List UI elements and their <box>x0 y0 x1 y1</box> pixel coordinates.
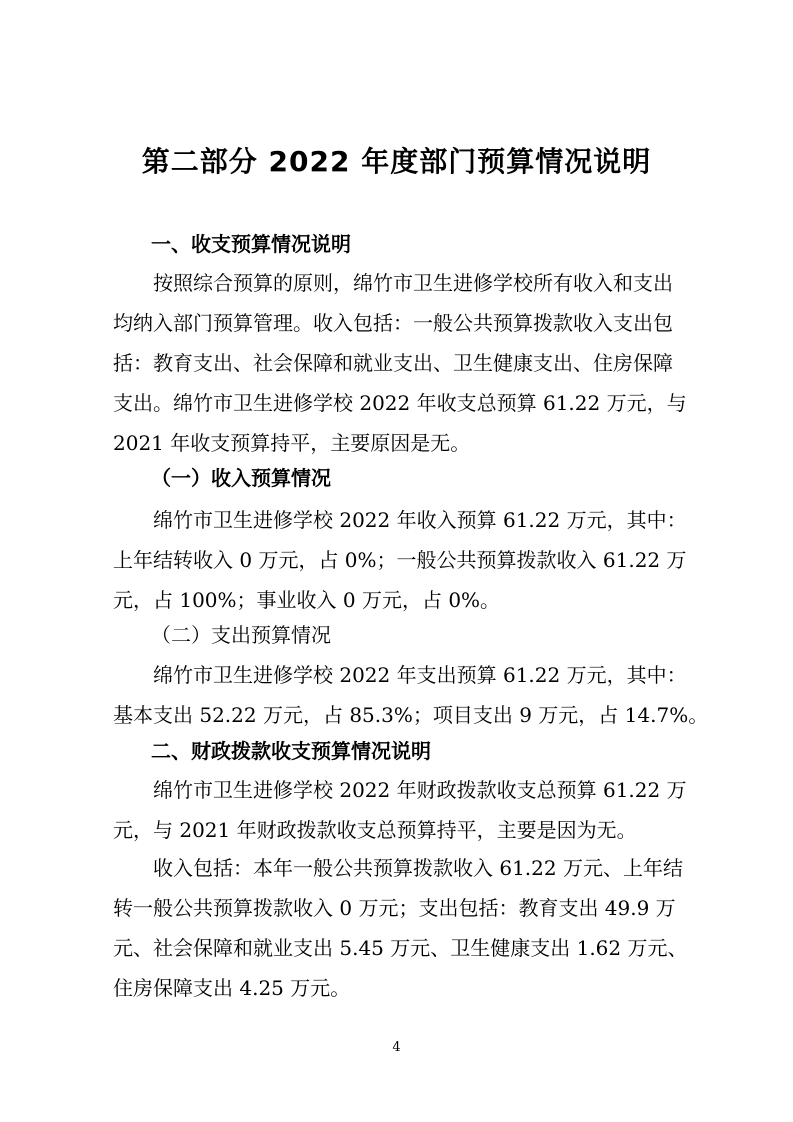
subsection2-heading: （二）支出预算情况 <box>151 623 331 647</box>
paragraph-line: 按照综合预算的原则，绵竹市卫生进修学校所有收入和支出 <box>153 271 673 295</box>
paragraph-line: 基本支出 52.22 万元，占 85.3%；项目支出 9 万元，占 14.7%。 <box>113 703 709 727</box>
document-title: 第二部分 2022 年度部门预算情况说明 <box>141 145 652 178</box>
subsection1-heading: （一）收入预算情况 <box>151 466 331 490</box>
page-number: 4 <box>392 1040 401 1055</box>
paragraph-line: 支出。绵竹市卫生进修学校 2022 年收支总预算 61.22 万元，与 <box>113 391 687 415</box>
section2-heading: 二、财政拨款收支预算情况说明 <box>151 739 431 763</box>
paragraph-line: 绵竹市卫生进修学校 2022 年财政拨款收支总预算 61.22 万 <box>153 778 687 802</box>
paragraph-line: 元，与 2021 年财政拨款收支总预算持平，主要是因为无。 <box>113 818 637 842</box>
section2-paragraph-2 <box>113 848 693 1008</box>
paragraph-line: 均纳入部门预算管理。收入包括：一般公共预算拨款收入支出包 <box>113 311 673 335</box>
paragraph-line: 上年结转收入 0 万元，占 0%；一般公共预算拨款收入 61.22 万 <box>113 548 687 572</box>
paragraph-line: 绵竹市卫生进修学校 2022 年支出预算 61.22 万元，其中： <box>153 663 687 687</box>
subsection1-paragraph <box>113 500 693 620</box>
section2-paragraph-1 <box>113 770 693 850</box>
paragraph-line: 收入包括：本年一般公共预算拨款收入 61.22 万元、上年结 <box>153 856 683 880</box>
paragraph-line: 2021 年收支预算持平，主要原因是无。 <box>113 431 471 455</box>
paragraph-line: 元、社会保障和就业支出 5.45 万元、卫生健康支出 1.62 万元、 <box>113 936 688 960</box>
paragraph-line: 括：教育支出、社会保障和就业支出、卫生健康支出、住房保障 <box>113 351 673 375</box>
paragraph-line: 绵竹市卫生进修学校 2022 年收入预算 61.22 万元，其中： <box>153 508 687 532</box>
paragraph-line: 住房保障支出 4.25 万元。 <box>113 976 351 1000</box>
section1-paragraph <box>113 263 693 463</box>
paragraph-line: 元，占 100%；事业收入 0 万元，占 0%。 <box>113 588 501 612</box>
section1-heading: 一、收支预算情况说明 <box>151 232 351 256</box>
subsection2-paragraph <box>113 655 709 735</box>
paragraph-line: 转一般公共预算拨款收入 0 万元；支出包括：教育支出 49.9 万 <box>113 896 676 920</box>
